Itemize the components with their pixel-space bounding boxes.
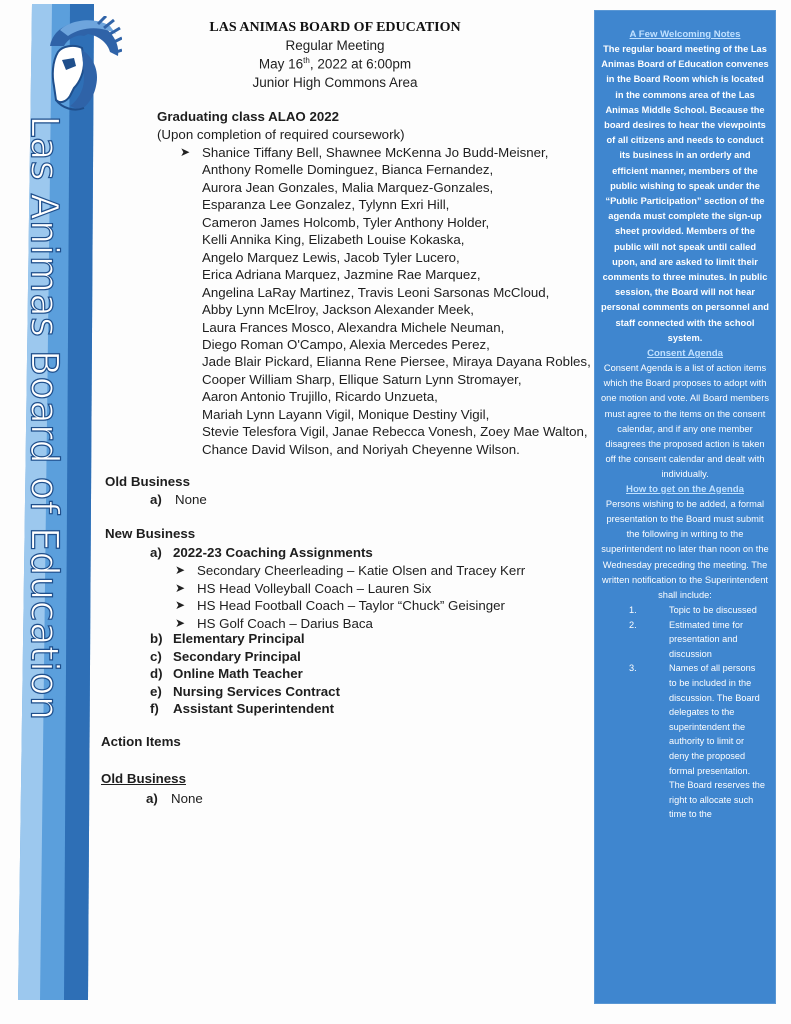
graduating-heading: Graduating class ALAO 2022 xyxy=(157,109,340,124)
agenda-requirement-text: Topic to be discussed xyxy=(669,605,757,616)
old-business-heading: Old Business xyxy=(105,474,190,489)
agenda-text: Persons wishing to be added, a formal presentation to the Board must submit the following in writing to the superintendent no later than noon on the Wednesday preceding the meeting. The written notification to the Superintendent shall include: xyxy=(601,498,769,600)
new-business-item-letter: d) xyxy=(150,666,163,681)
arrow-bullet-icon: ➤ xyxy=(175,563,186,577)
new-business-heading: New Business xyxy=(105,526,196,541)
graduate-line: Jade Blair Pickard, Elianna Rene Piersee, Miraya Dayana Robles, xyxy=(202,354,591,370)
coaching-item: Secondary Cheerleading – Katie Olsen and Tracey Kerr xyxy=(197,563,526,578)
graduate-line: Chance David Wilson, and Noriyah Cheyenne Wilson. xyxy=(202,441,520,457)
action-items-heading: Action Items xyxy=(101,734,181,749)
date-text: May 16 xyxy=(258,56,304,72)
consent-heading: Consent Agenda xyxy=(647,348,723,360)
meeting-date xyxy=(140,56,530,72)
agenda-requirement-number: 3. xyxy=(629,663,637,674)
graduate-line: Stevie Telesfora Vigil, Janae Rebecca Vonesh, Zoey Mae Walton, xyxy=(202,424,588,440)
graduate-line: Erica Adriana Marquez, Jazmine Rae Marquez, xyxy=(202,267,481,283)
graduate-line: Esparanza Lee Gonzalez, Tylynn Exri Hill, xyxy=(202,197,450,213)
new-business-item-letter: f) xyxy=(150,701,159,716)
arrow-bullet-icon: ➤ xyxy=(175,598,186,612)
coaching-item: HS Head Volleyball Coach – Lauren Six xyxy=(197,580,432,596)
welcome-text: The regular board meeting of the Las Animas Board of Education convenes in the Board Room which is located in the commons area of the Las Animas Middle School. Because the board desires to hear the viewpoints of all citizens and needs to conduct its business in an orderly and efficient manner, members of the public wishing to speak under the “Public Participation” section of the agenda must complete the sign-up sheet provided. Members of the public will not speak until called upon, and are asked to limit their comments to three minutes. In public session, the Board will not hear personal comments on personnel and staff connected with the school system. xyxy=(601,44,769,343)
agenda-requirement-text: Names of all persons to be included in the discussion. The Board delegates to the superintendent the authority to limit or deny the proposed formal presentation. The Board reserves the right to allocate such time to the xyxy=(669,663,766,820)
agenda-requirements-list xyxy=(595,603,775,822)
graduate-line: Shanice Tiffany Bell, Shawnee McKenna Jo Budd-Meisner, xyxy=(202,145,549,160)
new-business-item-text: Online Math Teacher xyxy=(173,666,303,681)
new-business-item-text: Elementary Principal xyxy=(173,631,305,646)
meeting-type: Regular Meeting xyxy=(285,38,385,53)
date-time: , 2022 at 6:00pm xyxy=(309,56,412,72)
new-business-item-a-letter: a) xyxy=(150,545,162,560)
new-business-item-letter: c) xyxy=(150,648,162,664)
coaching-item: HS Golf Coach – Darius Baca xyxy=(197,615,373,631)
old-business-item-text: None xyxy=(175,492,207,507)
old-business-2-heading: Old Business xyxy=(101,771,186,786)
document-title: LAS ANIMAS BOARD OF EDUCATION xyxy=(209,20,461,35)
new-business-item-a-text: 2022-23 Coaching Assignments xyxy=(173,545,373,560)
info-sidebar xyxy=(594,10,776,1004)
agenda-requirement-text: Estimated time for presentation and discussion xyxy=(669,619,744,659)
arrow-bullet-icon: ➤ xyxy=(180,145,191,159)
graduate-line: Mariah Lynn Layann Vigil, Monique Destiny Vigil, xyxy=(202,406,490,422)
graduate-line: Aurora Jean Gonzales, Malia Marquez-Gonzales, xyxy=(202,179,494,195)
graduate-line: Laura Frances Mosco, Alexandra Michele Neuman, xyxy=(202,319,505,335)
welcome-heading: A Few Welcoming Notes xyxy=(629,29,741,40)
coaching-item: HS Head Football Coach – Taylor “Chuck” Geisinger xyxy=(197,598,505,613)
graduate-line: Anthony Romelle Dominguez, Bianca Fernandez, xyxy=(202,162,494,178)
graduate-line: Diego Roman O'Campo, Alexia Mercedes Perez, xyxy=(202,336,490,352)
new-business-item-text: Secondary Principal xyxy=(173,648,301,664)
spine-title xyxy=(20,108,70,728)
graduate-line: Angelina LaRay Martinez, Travis Leoni Sarsonas McCloud, xyxy=(202,284,550,300)
new-business-item-letter: b) xyxy=(150,631,163,646)
old-business-item-letter: a) xyxy=(150,492,162,507)
consent-text: Consent Agenda is a list of action items which the Board proposes to adopt with one motion and vote. All Board members must agree to the items on the consent calendar, and if any one member disagrees the proposed action is taken off the consent calendar and dealt with individually. xyxy=(601,363,769,480)
agenda-requirement xyxy=(607,603,765,618)
agenda-requirement-number: 2. xyxy=(629,619,637,630)
new-business-item-text: Assistant Superintendent xyxy=(173,701,335,716)
old-business-2-item-letter: a) xyxy=(146,791,158,806)
old-business-2-item-text: None xyxy=(171,791,203,806)
spine-title-text: Las Animas Board of Education xyxy=(23,115,67,721)
date-suffix: th xyxy=(303,56,310,65)
graduate-line: Angelo Marquez Lewis, Jacob Tyler Lucero, xyxy=(202,249,460,265)
graduating-note: (Upon completion of required coursework) xyxy=(157,127,405,142)
arrow-bullet-icon: ➤ xyxy=(175,580,186,595)
graduate-line: Aaron Antonio Trujillo, Ricardo Unzueta, xyxy=(202,389,438,405)
new-business-item-letter: e) xyxy=(150,683,162,699)
meeting-location: Junior High Commons Area xyxy=(252,75,418,90)
agenda-requirement xyxy=(607,618,765,662)
graduate-line: Cooper William Sharp, Ellique Saturn Lynn Stromayer, xyxy=(202,371,522,387)
arrow-bullet-icon: ➤ xyxy=(175,615,186,630)
new-business-item-text: Nursing Services Contract xyxy=(173,683,341,699)
agenda-requirement-number: 1. xyxy=(629,605,637,616)
agenda-requirement xyxy=(607,661,765,822)
spartan-helmet-logo xyxy=(40,16,122,112)
agenda-heading: How to get on the Agenda xyxy=(626,483,744,495)
graduate-line: Cameron James Holcomb, Tyler Anthony Holder, xyxy=(202,214,490,230)
graduate-line: Abby Lynn McElroy, Jackson Alexander Meek, xyxy=(202,302,474,318)
graduate-line: Kelli Annika King, Elizabeth Louise Kokaska, xyxy=(202,232,465,248)
